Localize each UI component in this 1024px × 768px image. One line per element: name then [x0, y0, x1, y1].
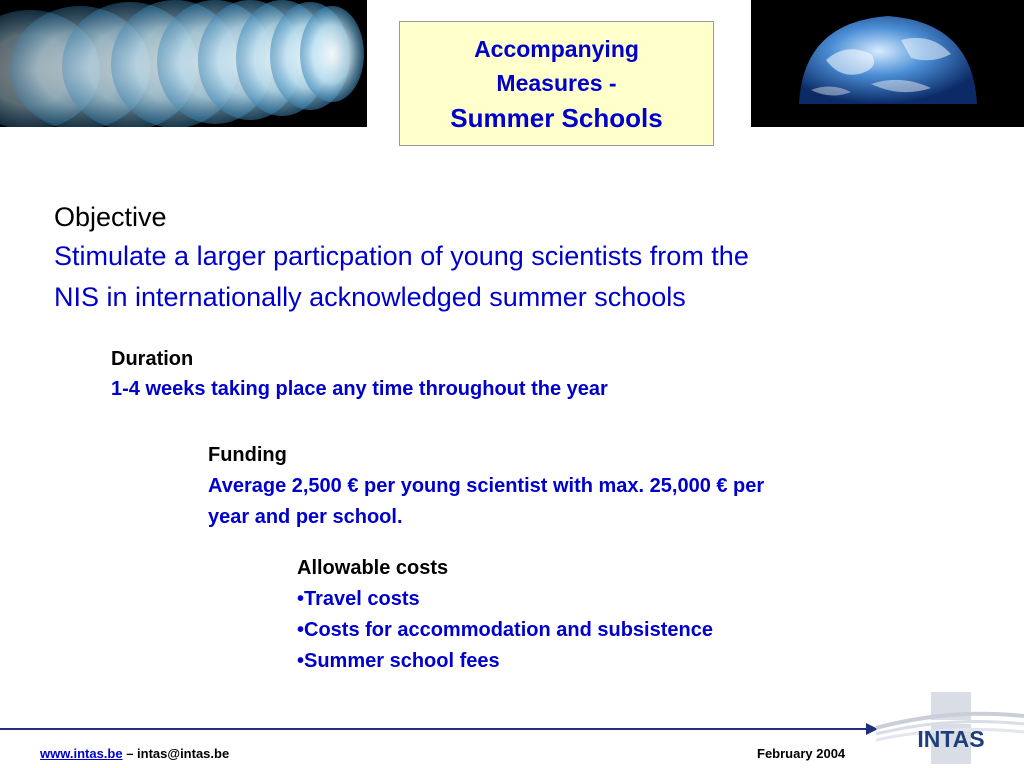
footer-date: February 2004	[757, 746, 846, 761]
duration-section	[111, 344, 911, 404]
funding-section	[208, 440, 948, 533]
title-box	[399, 21, 714, 146]
intas-logo-text: INTAS	[917, 726, 985, 752]
objective-heading: Objective	[54, 202, 167, 232]
footer-divider	[0, 728, 870, 730]
funding-heading: Funding	[208, 444, 287, 466]
title-line-1: Accompanying	[474, 35, 639, 62]
objective-text-line-2: NIS in internationally acknowledged summer schools	[54, 282, 686, 312]
title-line-2: Measures -	[496, 69, 617, 96]
discs-banner-image	[0, 0, 367, 127]
list-item: •Travel costs	[297, 588, 420, 610]
footer-email: – intas@intas.be	[122, 746, 230, 761]
allowable-costs-section	[297, 553, 957, 677]
title-line-3: Summer Schools	[450, 102, 663, 133]
objective-text-line-1: Stimulate a larger particpation of young scientists from the	[54, 241, 749, 271]
funding-text-line-2: year and per school.	[208, 506, 403, 528]
earth-globe-image	[751, 0, 1024, 127]
funding-text-line-1: Average 2,500 € per young scientist with max. 25,000 € per	[208, 475, 765, 497]
intas-logo	[876, 688, 1024, 768]
list-item: •Summer school fees	[297, 650, 500, 672]
objective-section	[54, 198, 974, 318]
list-item: •Costs for accommodation and subsistence	[297, 619, 713, 641]
footer-contact	[40, 746, 229, 761]
costs-heading: Allowable costs	[297, 557, 449, 579]
website-link[interactable]: www.intas.be	[40, 746, 123, 761]
duration-heading: Duration	[111, 348, 194, 370]
duration-text: 1-4 weeks taking place any time throughout the year	[111, 378, 608, 400]
